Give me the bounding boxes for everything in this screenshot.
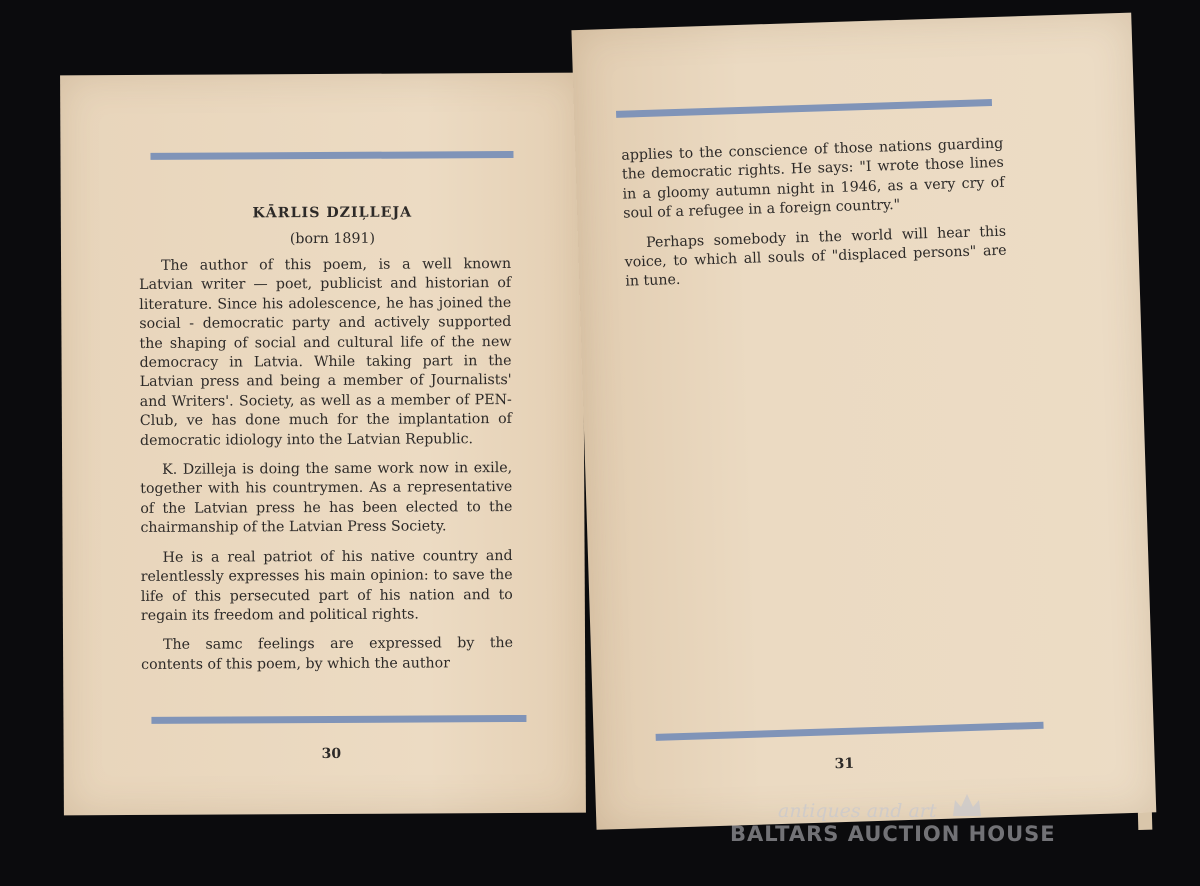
right-paragraph-2: Perhaps somebody in the world will hear this voice, to which all souls of "displaced persons" are in tune. [624,223,1007,291]
right-top-rule [616,99,992,118]
left-top-rule [150,151,513,160]
author-name: KĀRLIS DZIĻLEJA [252,204,413,222]
left-paragraph-1: The author of this poem, is a well known Latvian writer — poet, publicist and historian of literature. Since his adolescence, he has joined the social - democratic party and actively supported the shaping of social and cultural life of the new democracy in Latvia. While taking part in the Latvian press and being a member of Journalists' and Writers'. Society, as well as a member of PEN-Club, ve has done much for the implantation of democratic idiology into the Latvian Republic. [139,256,512,449]
left-paragraph-4: The samc feelings are expressed by the contents of this poem, by which the author [141,635,514,673]
right-page [571,13,1156,830]
right-bottom-rule [656,722,1044,741]
left-paragraph-3: He is a real patriot of his native country and relentlessly expresses his main opinion: to save the life of this persecuted part of his nation and to regain its freedom and political rights. [140,547,513,624]
right-page-number: 31 [834,755,855,773]
left-page [60,73,586,816]
right-paragraph-1: applies to the conscience of those nations guarding the democratic rights. He says: "I wrote those lines in a gloomy autumn night in 1946, as a very cry of soul of a refugee in a foreign country." [621,135,1005,222]
crown-icon [950,790,984,820]
right-body [621,135,1008,303]
left-bottom-rule [151,715,526,724]
left-page-number: 30 [321,745,342,763]
auction-watermark [730,798,1160,878]
watermark-tagline: antiques and art [778,800,937,822]
left-body [139,255,513,685]
left-paragraph-2: K. Dzilleja is doing the same work now in exile, together with his countrymen. As a representative of the Latvian press he has been elected to the chairmanship of the Latvian Press Society. [140,460,513,537]
author-birth: (born 1891) [289,230,376,248]
watermark-house-name: BALTARS AUCTION HOUSE [730,822,1056,846]
